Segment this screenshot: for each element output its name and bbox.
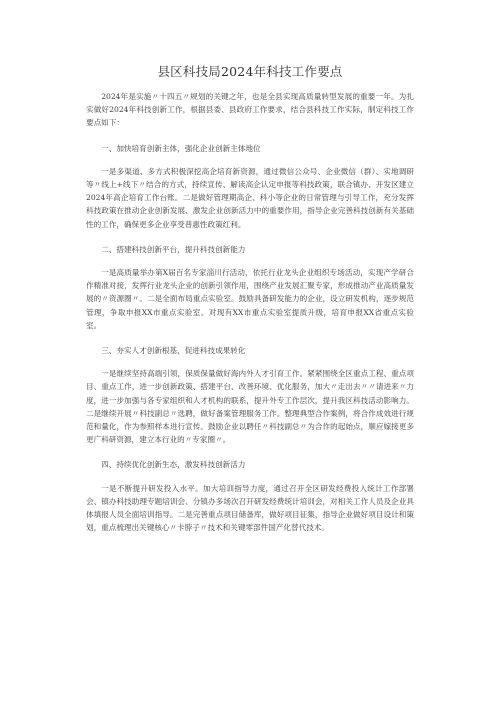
section-heading-1: 一、加快培育创新主体，强化企业创新主体地位 [101, 143, 261, 153]
section-body-3: 一是继续坚持高端引领，保质保量做好海内外人才引育工作。紧紧围绕全区重点工程、重点项目、重点工作，进一步创新政策、搭建平台、改善环境、优化服务，加大〃走出去〃〃请进来〃力度，进一步加强与各专家组织和人才机构的联系，提升外专工作层次，提升我区科技活动影响力。二是继续开展〃科技副总〃选聘，做好备案管理服务工作。整理典型合作案例，将合作成效进行规范和量化，作为参照样本进行宣传。鼓励企业以聘任〃科技副总〃为合作的起始点，顺应嫁接更多更广科研资源，建立本行业的〃专家圈〃。 [86, 369, 414, 445]
spacer [86, 332, 414, 344]
spacer [86, 446, 414, 458]
spacer [86, 130, 414, 142]
spacer [86, 357, 414, 367]
section-body-2: 一是高质量举办第X届百名专家淄川行活动，依托行业龙头企业组织专场活动，实现产学研合作精准对接，发挥行业龙头企业的创新引领作用，围绕产业发展汇聚专家，形成推动产业高质量发展的〃资源圈〃。二是全面布局重点实验室。鼓励具备研发能力的企业，设立研发机构，逐步规范管理，争取申报XX市重点实验室。对现有XX市重点实验室提质升级，培育申报XX省重点实验室。 [86, 268, 414, 330]
section-heading-3: 三、夯实人才创新根基，促进科技成果转化 [101, 346, 246, 356]
page-title: 县区科技局2024年科技工作要点 [157, 64, 343, 79]
section-heading-4: 四、持续优化创新生态，激发科技创新活力 [101, 460, 246, 470]
spacer [86, 256, 414, 266]
spacer [86, 155, 414, 165]
section-heading-2: 二、搭建科技创新平台，提升科技创新能力 [101, 244, 246, 254]
section-body-4: 一是不断提升研发投入水平。加大培训指导力度，通过召开全区研发经费投入统计工作部署会、镇办科技助理专题培训会、分镇办多场次召开研发经费统计培训会，对相关工作人员及企业具体填报人员全面培训指导。二是完善重点项目储备库，做好项目征集，指导企业做好项目设计和策划，重点梳理出关键核心〃卡脖子〃技术和关键零部件国产化替代技术。 [86, 483, 414, 533]
section-body-1: 一是多渠道、多方式积极深挖高企培育新资源，通过微信公众号、企业微信（群）、实地调研等〃线上+线下〃结合的方式，持续宣传、解读高企认定申报等科技政策，联合镇办、开发区建立2024年高企培育工作台账。二是做好管理期高企、科小等企业的日常管理与引导工作，充分发挥科技政策在推动企业创新发展、激发企业创新活力中的重要作用，指导企业完善科技创新有关基础性的工作，确保更多企业享受普惠性政策红利。 [86, 166, 414, 229]
spacer [86, 231, 414, 243]
spacer [86, 472, 414, 482]
intro-paragraph: 2024年是实施〃十四五〃规划的关键之年，也是全县实现高质量转型发展的重要一年。为扎实做好2024年科技创新工作，根据县委、县政府工作要求，结合县科技工作实际，制定科技工作要点如下： [86, 92, 414, 128]
